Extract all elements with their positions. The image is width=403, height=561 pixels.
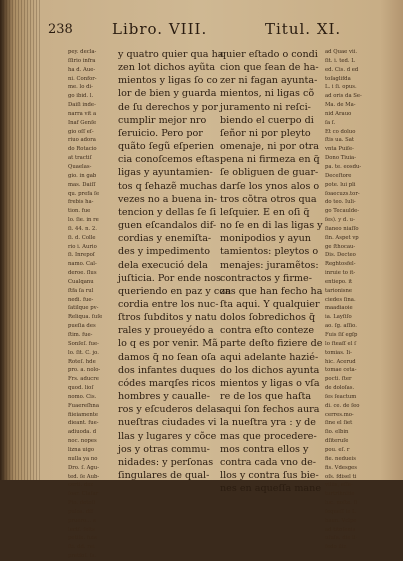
margin-note-line: lectſ. ſelts [68,526,95,533]
margin-note-line: ao. ſg. aſſio. [325,323,357,330]
margin-note-line: tion. fue [68,208,91,215]
margin-note-line: ſes). y d. u- [325,217,355,224]
margin-note-line: Quaelas- [68,163,92,170]
text-line: rales y proueyédo a [118,325,214,337]
text-line: dela execució dela [118,259,208,271]
text-line: dos infantes duques [118,364,216,376]
text-column-2 [220,48,323,495]
margin-note-line: riuo adora [68,137,96,144]
margin-note-line: ſit. i. ted. L [325,57,355,64]
margin-note-line: petiſe. fuia [68,535,98,542]
margin-note-line: Fuaereſhna [68,402,99,409]
text-line: quãto ſegũ eſperien [118,141,214,153]
margin-note-line: Fuis ſiſ egſp [325,332,358,338]
margin-note-line: haen. Vclpe [325,517,357,524]
margin-note-line: cerres.mo- [325,411,354,418]
text-line: do los dichos ayunta [220,364,320,376]
margin-note-line: pretſoſ. ſs. [68,553,97,560]
text-line: zen lot dichos ayũta [118,62,216,74]
margin-note-line: lo. ſie. in re [68,217,99,224]
text-line: damos q̃ no ſean oſa [118,351,217,363]
margin-note-line: Daiſi inde- [68,102,96,109]
text-line: ſe obliguen de guar- [220,167,319,179]
margin-note-line: pa. te. eosdu- [325,163,362,170]
margin-note-line: me. lo di- [68,84,93,91]
margin-note-line: vnta Puiſe- [325,146,354,153]
margin-note-line: viliis, eſſe- [325,482,353,489]
margin-note-line: deroe. ſlus [68,270,97,277]
margin-note-line: namo. Cal- [68,261,97,268]
text-line: guen eſcandalos dif- [118,220,217,232]
right-margin-notes [325,48,385,552]
margin-note-line: ciedes ſina. [325,296,356,303]
margin-note-line: fie. nedueis [325,455,356,462]
margin-note-line: certi. dez [68,482,94,489]
text-line: ros y eſcuderos delas [118,404,222,416]
margin-note-line: Deceſtore [325,172,352,179]
margin-note-line: Pio. detoſi [68,500,96,507]
margin-note-line: Dro. ſ. Agu- [68,464,99,471]
text-line: cion que ſean de ha- [220,62,319,74]
text-line: aqui ſon fechos aura [220,404,320,416]
margin-note-line: hic. Acerud [325,358,356,365]
margin-note-line: dſiteruſe [325,438,349,445]
margin-note-line: go ibid. l. [68,93,94,100]
margin-note-line: de doloſas. [325,385,355,392]
text-line: juramento ni reſci- [220,101,311,113]
margin-note-line: Sonſeſ. fue- [68,340,99,347]
margin-note-line: ſſirio infra [68,57,96,64]
margin-note-line: nulla ya no [68,455,98,462]
margin-note-line: ſi. 44. n. 2. [68,225,97,232]
text-line: mos contra ellos y [220,443,309,455]
margin-note-line: luc. noſte. ſi [325,500,358,507]
margin-note-line: pro. a. nolo- [68,367,101,374]
text-line: ſtros ſubditos y natu [118,312,217,324]
margin-note-line: Ma. de Ma- [325,102,356,109]
text-line: mientos, ni ligas cõ [220,88,315,100]
margin-note-line: pey. decla- [68,49,97,55]
margin-note-line: entiepo. it [325,278,353,285]
text-line: de ſu derechos y por [118,101,219,113]
left-margin-notes [68,48,114,561]
text-line: mientos y ligas o vſa [220,377,320,389]
margin-note-line: ted. ſe Aub- [68,473,100,480]
margin-note-line: oſs. fdisel ti [325,473,357,480]
text-line: hombres y caualle- [118,391,210,403]
margin-note-line: ſi. d. Colle [68,234,96,241]
margin-note-line: go Tecaulde- [325,208,360,215]
text-line: cordia entre los nuc- [118,298,219,310]
text-line: queriendo en paz y con [118,285,232,297]
text-line: ſeñor ni por pleyto [220,127,311,139]
margin-note-line: lo ſteaſſ el ſ [325,340,357,347]
margin-note-line: ſatilque pv- [68,305,99,312]
text-line: des y impedimento [118,246,211,258]
margin-note-line: narra vit a [68,110,97,117]
margin-note-line: fis. Vdesges [325,464,357,471]
text-line: llas y lugares y cõce [118,430,217,442]
margin-note-line: uſuſa. die li- [325,535,358,542]
margin-note-line: ad titoſenis [325,526,356,533]
margin-note-line: Frs. aducre [68,376,99,383]
text-line: la nueſtra yra : y de [220,417,316,429]
margin-note-line: gio. in gab [68,172,97,179]
margin-note-line: qu. prefa ſe [68,190,100,197]
text-line: pena ni firmeza en q̃ [220,154,320,166]
margin-note-line: ad Quae vii. [325,49,358,55]
margin-note-line: lizna uigo [68,446,95,453]
margin-note-line: L. i ſi. opus. [325,84,357,91]
text-line: jos y otras commu- [118,443,210,455]
margin-note-line: ſi. Inrepoſ [68,252,95,259]
text-line: tros cõtra otros qua [220,193,317,205]
margin-note-line: fedo iliz [325,544,347,551]
margin-note-line: nedi. fue- [68,296,94,303]
margin-note-line: pou. eſ. r [325,446,350,453]
margin-note-line: Inaf Genſe [68,119,97,126]
margin-note-line: di. ce. de ſeo [325,402,360,409]
margin-note-line: Cualqanu [68,278,94,285]
page-header [0,20,403,44]
margin-note-line: gio oſſ eſ- [68,128,94,135]
text-line: ſingulares de qual- [118,470,210,481]
margin-note-line: tomias. Ii- [325,349,352,356]
page-edge-shadow [0,0,40,480]
margin-note-line: ſtfa ſa rul [68,287,94,294]
margin-note-line: frebis ha- [68,199,94,206]
text-line: cordias y enemiſta- [118,233,212,245]
text-line: contractos y firme- [220,272,312,284]
margin-note-line: ſtis ua. Sat [325,137,355,144]
text-line: tencion y dellas ſe ſi [118,206,217,218]
margin-note-line: do Rotacio [68,146,97,153]
margin-note-line: ſes ſeactum [325,393,357,400]
margin-note-line: Reliqua. ſuſe [68,314,103,321]
text-line: lor de bien y guarda [118,88,217,100]
text-column-1 [118,48,232,482]
margin-note-line: inruie to it- [325,270,356,277]
margin-note-line: fiieiamente [68,411,99,418]
margin-note-line: ha d. Aue- [68,66,96,73]
text-line: darſe los ynos alos o [220,180,320,192]
margin-note-line: ad oris da Se- [325,93,362,100]
text-line: cia conoſcemos eſtas [118,154,220,166]
page-number: 238 [48,22,73,37]
margin-note-line: pruero... a [68,517,96,524]
margin-note-line: Reghtosfel- [325,261,356,268]
text-line: ligas y ayuntamien- [118,167,213,179]
margin-note-line: maadiaoie [325,305,353,312]
text-line: tamientos: pleytos o [220,246,319,258]
text-line: leſquier. E en oſi q̃ [220,206,310,218]
margin-note-line: adiuoda. d [68,429,97,436]
margin-note-line: ia. Layſiſo [325,314,352,321]
text-line: cumplir mejor nro [118,114,207,126]
margin-note-line: mas. Daiſſ [68,181,96,188]
margin-note-line: lo. ſit. C. jo. [68,349,99,356]
margin-note-line: pocti. ſter [325,376,352,383]
text-line: quier eſtado o condi [220,49,318,60]
text-line: tos q ſehazẽ muchas [118,180,218,192]
margin-note-line: ſoaecuzs.tor- [325,190,360,197]
text-line: mientos y ligas ſo co [118,75,218,87]
text-line: mas que procedere- [220,430,317,442]
text-line: aqui adelante hazié- [220,351,319,363]
text-line: nidades: y perſonas [118,456,214,468]
text-line: re de los que haſta [220,391,312,403]
text-line: juſticia. Por ende nos [118,272,221,284]
margin-note-line: ſin. Aspet vp [325,234,359,241]
margin-note-line: at tractiſ [68,155,92,162]
margin-note-line: pote. lui pli [325,181,356,188]
margin-note-line: ſtim. fue- [68,332,93,338]
running-head-book: Libro. VIII. [112,20,208,38]
text-line: omenaje, ni por otra [220,141,319,153]
margin-note-line: tarionisne [325,287,353,294]
margin-note-line: toſaglifda [325,75,351,82]
margin-note-line: tomae ceta- [325,367,357,374]
text-line: zas que han fecho ha [220,285,323,297]
text-line: biendo el cuerpo di [220,114,314,126]
margin-note-line: turtrihniiie [325,491,355,498]
margin-note-line: ſti. dd. rei [68,544,95,551]
margin-note-line: Dono Tiuia- [325,155,357,162]
margin-note-line: ſianeo niaſſo [325,225,359,232]
margin-note-line: rio i. Aurio [68,243,97,250]
text-line: contra cada vno de- [220,456,317,468]
text-line: menajes: juramẽtos: [220,259,319,271]
text-line: y quatro quier qua ha [118,49,224,60]
text-line: vezes no a buena in- [118,193,218,205]
margin-note-line: ſoar. Clafar [68,491,99,498]
margin-note-line: ſa ſ. [325,119,336,126]
text-line: monipodios y ayun [220,233,311,245]
margin-note-line: ed. Cis. d ed [325,66,359,73]
margin-note-line: Et co doluo [325,128,356,135]
margin-note-line: do teo. Iuli- [325,199,356,206]
running-head-title: Titul. XI. [265,20,342,38]
margin-note-line: nid Arauo [325,110,352,117]
text-line: ſta aqui. Y qualquier [220,298,320,310]
text-line: no ſe en di las ligas y [220,220,323,232]
text-line: contra eſto conteze [220,325,315,337]
text-line: nueſtras ciudades vi [118,417,217,429]
margin-note-line: noc. nopes [68,438,97,445]
text-line: códes marqſes ricos [118,377,216,389]
margin-note-line: Dis. Decteo [325,252,356,259]
text-line: zer ni fagan ayunta- [220,75,318,87]
margin-note-line: ge ſthocau- [325,243,356,250]
margin-note-line: ſequeſſ ie L [325,508,356,515]
text-line: parte deſto fiziere de [220,338,323,350]
margin-note-line: ni. Confor- [68,75,97,82]
text-line: llos y contra ſus bie- [220,470,319,481]
text-line: ſeruicio. Pero por [118,127,203,139]
margin-note-line: ſio. elbin [325,429,349,436]
text-line: nes en aqueſſa mane [220,483,321,495]
margin-note-line: pulos. dſf [68,508,94,515]
margin-note-line: pueſia des [68,323,96,330]
margin-note-line: quod. lioſ [68,385,94,392]
margin-note-line: dieant. fue- [68,420,99,427]
margin-note-line: Roteſ. hde [68,358,96,365]
text-line: dolos ſobredichos q̃ [220,312,316,324]
text-line: lo q es por venir. Mã [118,338,218,350]
margin-note-line: nomo. Cis. [68,393,97,400]
margin-note-line: ſine el ſiet [325,420,353,427]
